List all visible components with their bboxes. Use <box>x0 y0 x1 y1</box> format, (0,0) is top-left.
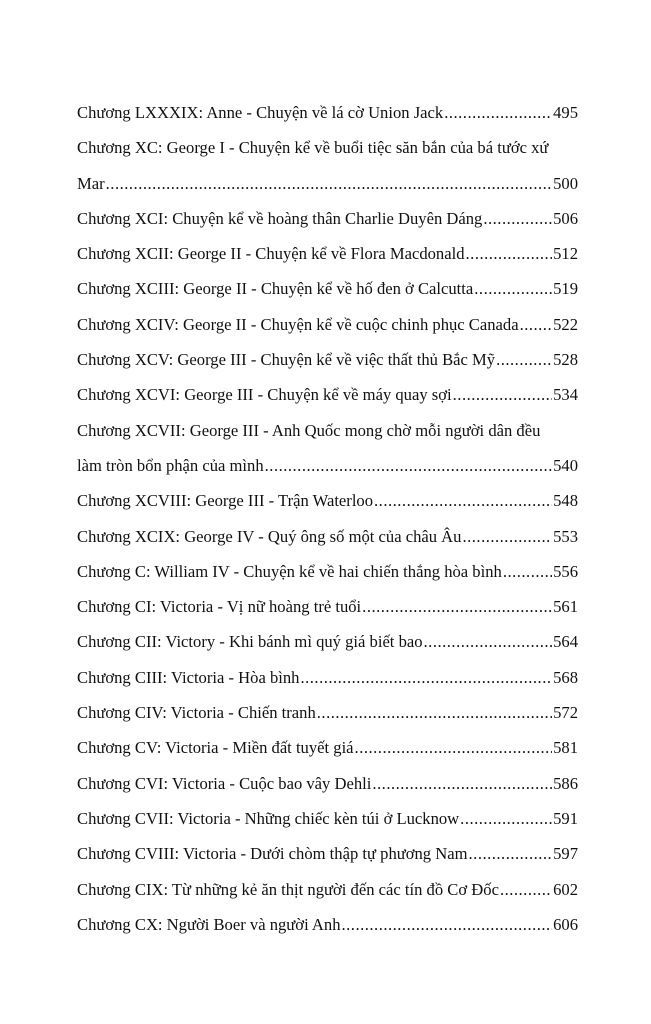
toc-entry-title: Chương XCVIII: George III - Trận Waterloo <box>77 491 374 511</box>
dot-leader <box>317 695 552 730</box>
toc-line <box>77 201 578 236</box>
dot-leader <box>483 201 552 236</box>
toc-entry-xc[interactable] <box>77 130 578 201</box>
toc-entry-page: 548 <box>553 491 578 511</box>
dot-leader <box>106 166 552 201</box>
dot-leader <box>474 271 552 306</box>
toc-entry-title: Chương CVI: Victoria - Cuộc bao vây Dehli <box>77 773 372 793</box>
toc-line <box>77 342 578 377</box>
toc-entry-title: Chương CV: Victoria - Miền đất tuyết giá <box>77 738 354 758</box>
toc-line <box>77 166 578 201</box>
toc-entry-title: Chương CVII: Victoria - Những chiếc kèn túi ở Lucknow <box>77 808 460 828</box>
toc-entry-title: Chương CII: Victory - Khi bánh mì quý giá biết bao <box>77 632 423 652</box>
toc-entry-cix[interactable] <box>77 872 578 907</box>
toc-line <box>77 660 578 695</box>
dot-leader <box>520 307 553 342</box>
toc-entry-lxxxix[interactable] <box>77 95 578 130</box>
dot-leader <box>424 624 553 659</box>
toc-line <box>77 377 578 412</box>
toc-entry-page: 528 <box>553 350 578 370</box>
toc-line <box>77 872 578 907</box>
toc-entry-ci[interactable] <box>77 589 578 624</box>
table-of-contents <box>77 95 578 942</box>
toc-entry-title: Chương CIII: Victoria - Hòa bình <box>77 667 300 687</box>
toc-entry-xcix[interactable] <box>77 519 578 554</box>
toc-entry-page: 495 <box>553 103 578 122</box>
dot-leader <box>265 448 552 483</box>
toc-entry-title: Chương XCVI: George III - Chuyện kể về máy quay sợi <box>77 385 452 405</box>
toc-entry-cii[interactable] <box>77 624 578 659</box>
toc-entry-title-line2: làm tròn bổn phận của mình <box>77 455 264 475</box>
dot-leader <box>496 342 552 377</box>
dot-leader <box>469 836 553 871</box>
toc-entry-page: 568 <box>553 667 578 687</box>
toc-entry-page: 540 <box>553 455 578 475</box>
toc-line <box>77 483 578 518</box>
toc-line <box>77 730 578 765</box>
toc-entry-title-line1: Chương XC: George I - Chuyện kể về buổi tiệc săn bắn của bá tước xứ <box>77 138 549 158</box>
toc-line <box>77 307 578 342</box>
toc-entry-page: 591 <box>553 808 578 828</box>
toc-entry-page: 564 <box>553 632 578 652</box>
toc-line <box>77 836 578 871</box>
toc-entry-civ[interactable] <box>77 695 578 730</box>
toc-entry-title: Chương XCV: George III - Chuyện kể về việc thất thủ Bắc Mỹ <box>77 350 496 370</box>
toc-entry-title-line2: Mar <box>77 173 105 193</box>
toc-entry-title: Chương CI: Victoria - Vị nữ hoàng trẻ tuổi <box>77 597 362 617</box>
dot-leader <box>444 95 552 130</box>
toc-entry-xcv[interactable] <box>77 342 578 377</box>
toc-entry-page: 602 <box>553 879 578 899</box>
toc-line <box>77 695 578 730</box>
toc-line <box>77 236 578 271</box>
toc-line <box>77 554 578 589</box>
dot-leader <box>460 801 552 836</box>
toc-entry-c[interactable] <box>77 554 578 589</box>
toc-entry-cvi[interactable] <box>77 766 578 801</box>
toc-entry-page: 586 <box>553 773 578 793</box>
dot-leader <box>453 377 552 412</box>
toc-entry-page: 561 <box>553 597 578 617</box>
toc-entry-xcvii[interactable] <box>77 413 578 484</box>
toc-entry-title: Chương XCIV: George II - Chuyện kể về cuộc chinh phục Canada <box>77 314 519 334</box>
dot-leader <box>372 766 552 801</box>
toc-line <box>77 766 578 801</box>
dot-leader <box>355 730 553 765</box>
toc-entry-xciv[interactable] <box>77 307 578 342</box>
toc-entry-page: 500 <box>553 173 578 193</box>
toc-line <box>77 801 578 836</box>
dot-leader <box>300 660 552 695</box>
dot-leader <box>503 554 552 589</box>
toc-entry-title: Chương CIV: Victoria - Chiến tranh <box>77 703 316 723</box>
dot-leader <box>374 483 552 518</box>
toc-entry-page: 597 <box>553 844 578 864</box>
toc-entry-ciii[interactable] <box>77 660 578 695</box>
toc-entry-title: Chương CIX: Từ những kẻ ăn thịt người đến các tín đồ Cơ Đốc <box>77 879 499 899</box>
toc-entry-xcii[interactable] <box>77 236 578 271</box>
toc-entry-page: 512 <box>553 244 578 264</box>
toc-entry-title: Chương XCI: Chuyện kể về hoàng thân Charlie Duyên Dáng <box>77 208 483 228</box>
toc-entry-title: Chương XCIX: George IV - Quý ông số một của châu Âu <box>77 526 462 546</box>
dot-leader <box>462 519 552 554</box>
toc-entry-title: Chương C: William IV - Chuyện kể về hai chiến thắng hòa bình <box>77 561 502 581</box>
toc-line <box>77 624 578 659</box>
toc-entry-page: 553 <box>553 526 578 546</box>
dot-leader <box>500 872 552 907</box>
dot-leader <box>342 907 553 942</box>
toc-entry-cx[interactable] <box>77 907 578 942</box>
toc-entry-title: Chương LXXXIX: Anne - Chuyện về lá cờ Union Jack <box>77 103 444 122</box>
toc-line <box>77 95 578 130</box>
toc-entry-cvii[interactable] <box>77 801 578 836</box>
toc-line <box>77 907 578 942</box>
toc-entry-page: 506 <box>553 208 578 228</box>
toc-entry-page: 522 <box>553 314 578 334</box>
toc-entry-xci[interactable] <box>77 201 578 236</box>
toc-entry-title: Chương XCIII: George II - Chuyện kể về hố đen ở Calcutta <box>77 279 474 299</box>
toc-entry-title-line1: Chương XCVII: George III - Anh Quốc mong chờ mỗi người dân đều <box>77 420 541 440</box>
toc-entry-xcvi[interactable] <box>77 377 578 412</box>
toc-line <box>77 589 578 624</box>
toc-entry-page: 556 <box>553 561 578 581</box>
dot-leader <box>466 236 553 271</box>
toc-entry-xciii[interactable] <box>77 271 578 306</box>
toc-entry-page: 519 <box>553 279 578 299</box>
toc-entry-page: 534 <box>553 385 578 405</box>
toc-line <box>77 271 578 306</box>
toc-line <box>77 448 578 483</box>
toc-entry-page: 606 <box>553 914 578 934</box>
toc-entry-title: Chương CVIII: Victoria - Dưới chòm thập tự phương Nam <box>77 844 468 864</box>
toc-entry-page: 581 <box>553 738 578 758</box>
toc-entry-xcviii[interactable] <box>77 483 578 518</box>
toc-entry-cv[interactable] <box>77 730 578 765</box>
toc-line <box>77 519 578 554</box>
dot-leader <box>362 589 552 624</box>
toc-entry-title: Chương CX: Người Boer và người Anh <box>77 914 341 934</box>
toc-entry-cviii[interactable] <box>77 836 578 871</box>
toc-entry-page: 572 <box>553 703 578 723</box>
toc-entry-title: Chương XCII: George II - Chuyện kể về Flora Macdonald <box>77 244 465 264</box>
